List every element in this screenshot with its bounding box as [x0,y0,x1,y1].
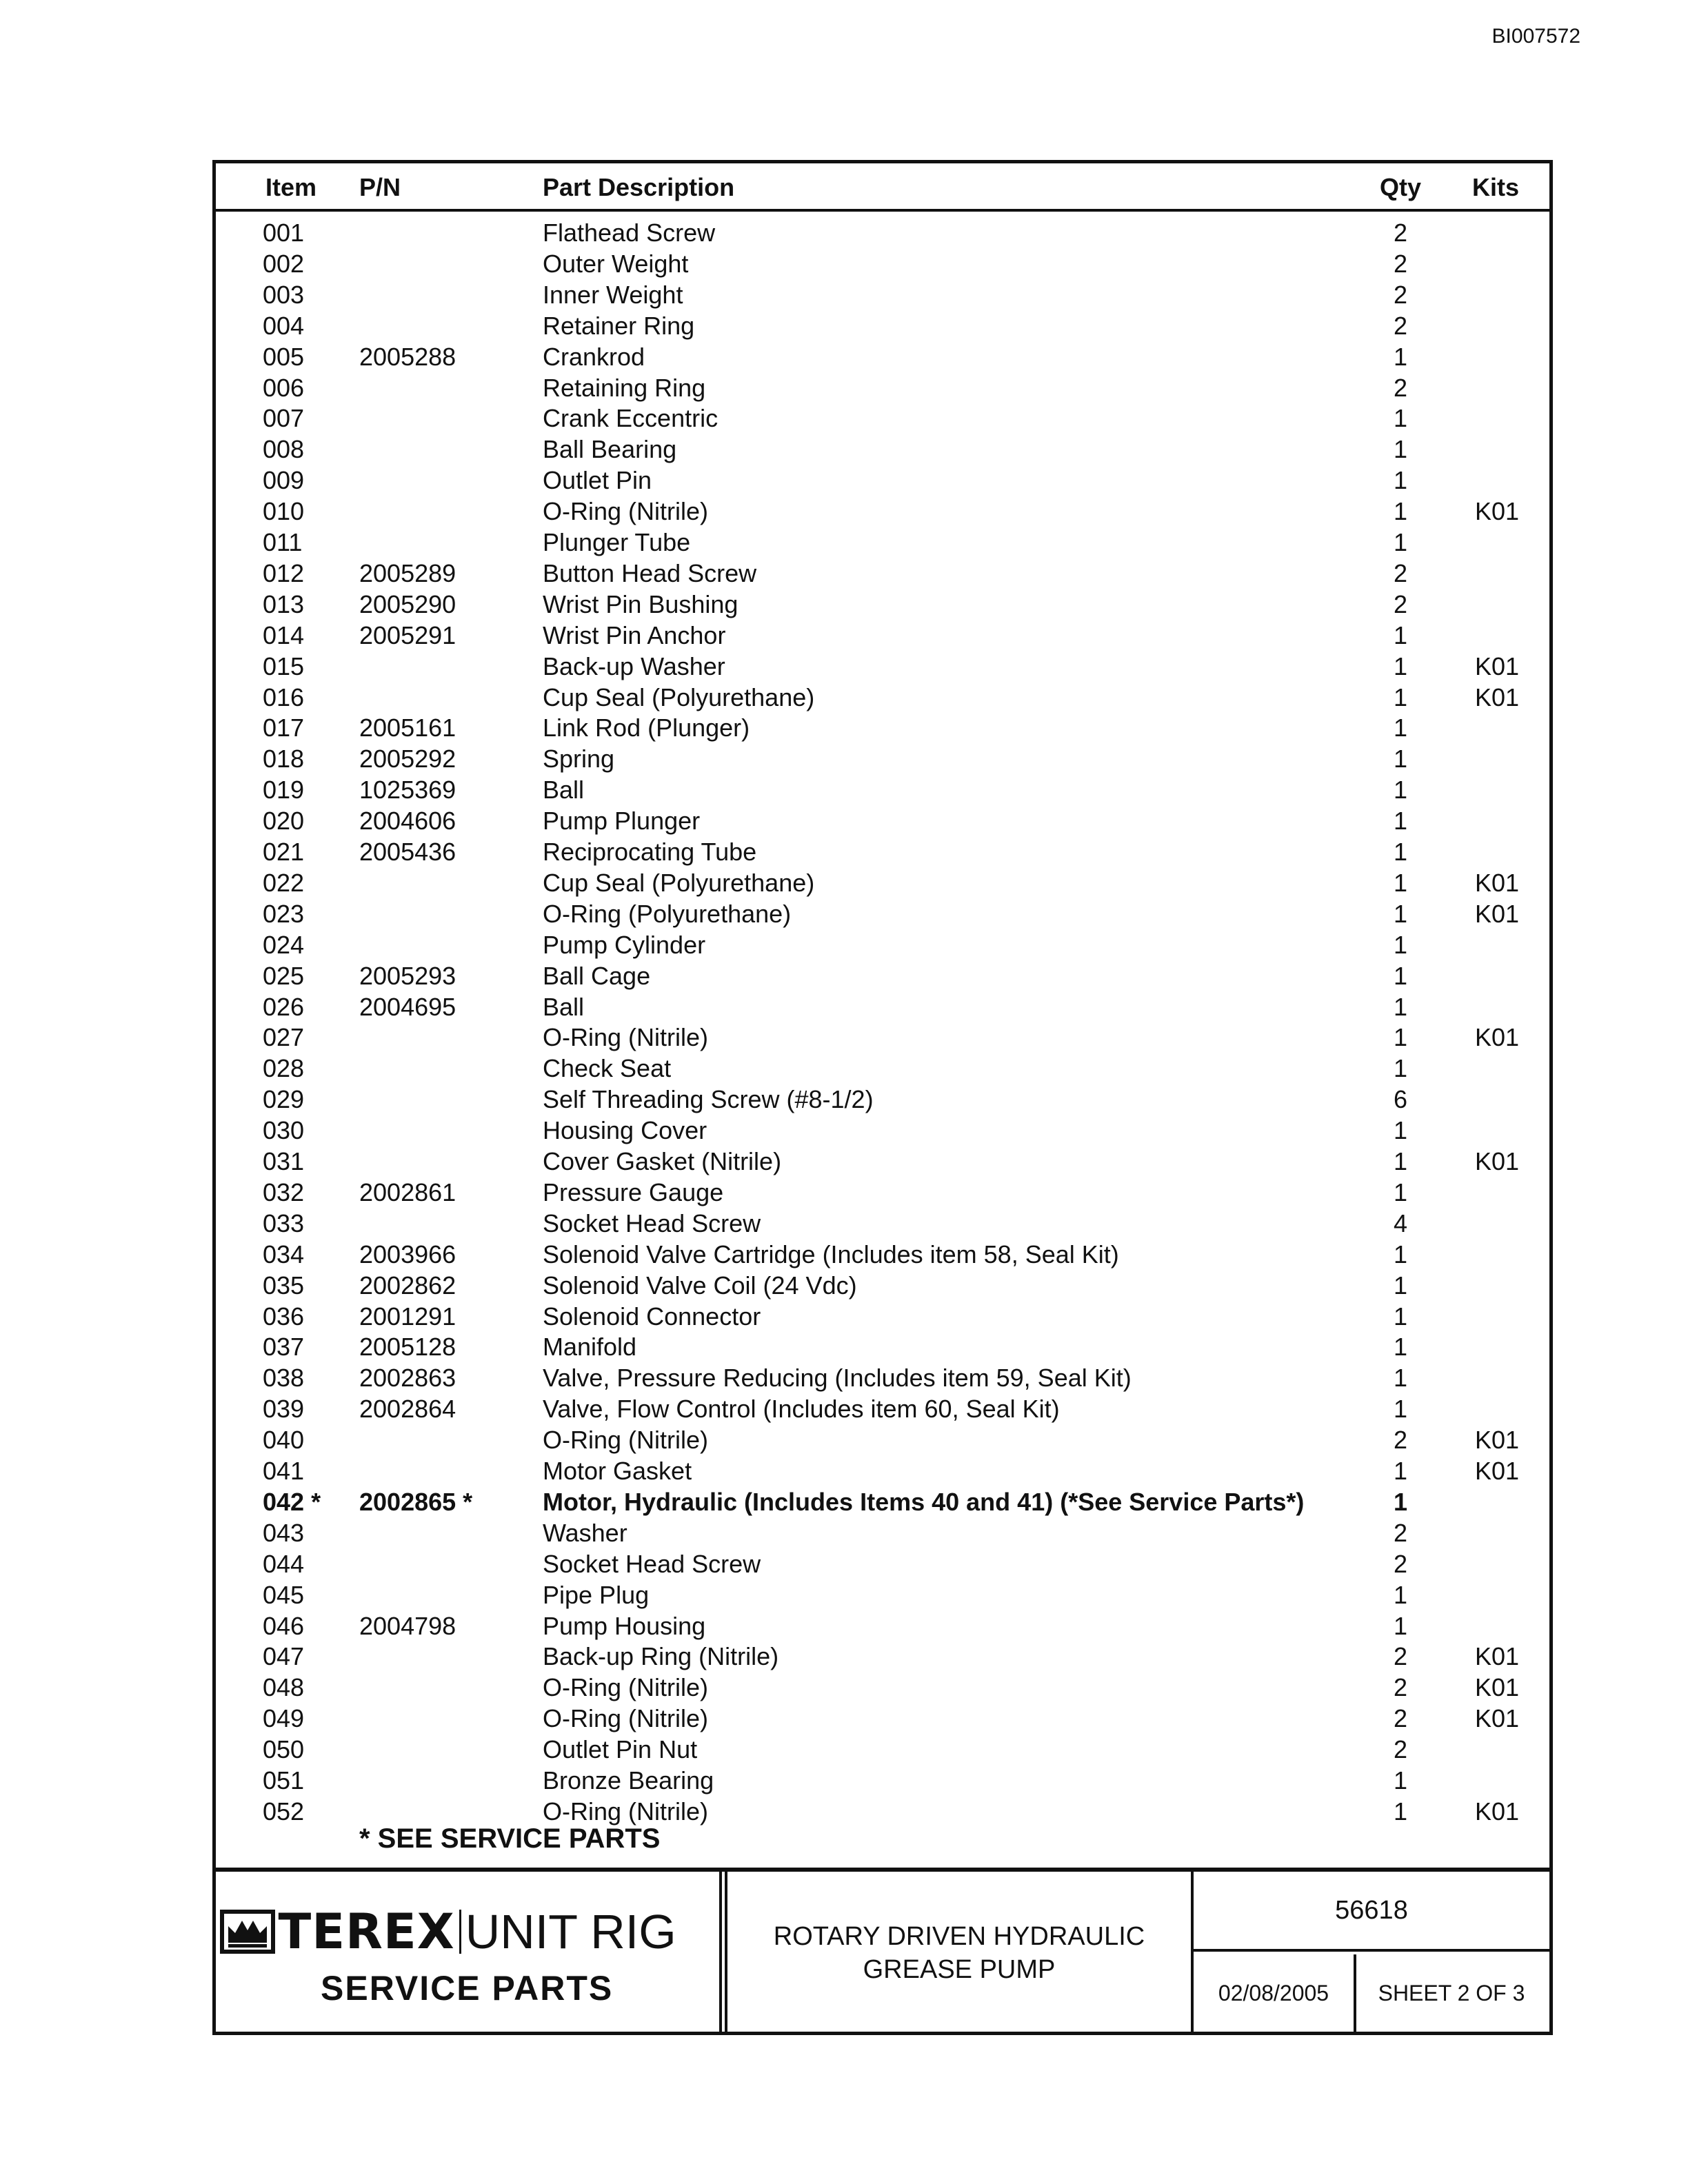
quantity: 1 [1393,838,1408,866]
part-description: Pump Plunger [543,807,701,836]
part-description: O-Ring (Nitrile) [543,1023,709,1052]
quantity: 1 [1393,1333,1408,1362]
table-row [216,683,1549,714]
part-description: Reciprocating Tube [543,838,757,866]
table-row [216,1023,1549,1054]
part-description: Check Seat [543,1054,672,1083]
quantity: 1 [1393,528,1408,556]
item-number: 026 [263,992,305,1021]
document-id: BI007572 [1491,25,1580,48]
parts-list-frame [212,160,1553,2035]
item-number: 009 [263,466,305,495]
part-description: Wrist Pin Bushing [543,589,738,618]
table-row [216,1426,1549,1457]
title-line-1: ROTARY DRIVEN HYDRAULIC [773,1922,1145,1951]
table-row [216,1116,1549,1147]
quantity: 2 [1393,280,1408,309]
part-number: 2004798 [359,1611,456,1640]
table-row [216,1395,1549,1426]
table-row [216,1178,1549,1209]
table-header [216,163,1549,212]
quantity: 1 [1393,682,1408,711]
table-row [216,1147,1549,1178]
table-row [216,250,1549,281]
part-description: Solenoid Valve Coil (24 Vdc) [543,1271,857,1300]
table-row [216,776,1549,807]
kit-code: K01 [1475,1673,1520,1702]
item-number: 025 [263,961,305,990]
part-description: Crank Eccentric [543,404,719,433]
table-row [216,1519,1549,1550]
part-description: Wrist Pin Anchor [543,620,726,649]
table-row [216,1735,1549,1766]
table-row [216,1612,1549,1643]
item-number: 029 [263,1085,305,1114]
part-number: 2004695 [359,992,456,1021]
part-description: O-Ring (Nitrile) [543,1704,709,1733]
item-number: 007 [263,404,305,433]
kit-code: K01 [1475,868,1520,897]
table-row [216,1240,1549,1271]
item-number: 043 [263,1518,305,1547]
table-row [216,312,1549,343]
item-number: 046 [263,1611,305,1640]
quantity: 1 [1393,992,1408,1021]
table-row [216,497,1549,528]
quantity: 2 [1393,589,1408,618]
quantity: 1 [1393,807,1408,836]
part-description: Plunger Tube [543,528,691,556]
item-number: 030 [263,1116,305,1145]
brand-divider [459,1910,461,1954]
part-description: Socket Head Screw [543,1209,761,1237]
kit-code: K01 [1475,899,1520,928]
item-number: 019 [263,776,305,805]
item-number: 018 [263,745,305,774]
quantity: 1 [1393,651,1408,680]
quantity: 1 [1393,1395,1408,1424]
item-number: 031 [263,1147,305,1175]
item-number: 003 [263,280,305,309]
item-number: 033 [263,1209,305,1237]
part-number: 1025369 [359,776,456,805]
quantity: 2 [1393,1704,1408,1733]
item-number: 052 [263,1797,305,1826]
part-description: Ball Cage [543,961,651,990]
part-number: 2004606 [359,807,456,836]
table-row [216,374,1549,405]
kit-code: K01 [1475,497,1520,526]
footnote: * SEE SERVICE PARTS [359,1823,661,1854]
kit-code: K01 [1475,1023,1520,1052]
table-row [216,1209,1549,1240]
part-number: 2005436 [359,838,456,866]
part-description: Ball Bearing [543,435,677,464]
part-description: O-Ring (Nitrile) [543,1426,709,1455]
kit-code: K01 [1475,1426,1520,1455]
quantity: 1 [1393,961,1408,990]
part-description: Solenoid Valve Cartridge (Includes item 58, Seal Kit) [543,1240,1119,1268]
brand-logo-area [216,1872,726,2032]
item-number: 005 [263,342,305,371]
part-description: Ball [543,776,585,805]
item-number: 015 [263,651,305,680]
part-description: Self Threading Screw (#8-1/2) [543,1085,874,1114]
kit-code: K01 [1475,1457,1520,1485]
column-header-item: Item [265,173,317,201]
table-row [216,435,1549,466]
item-number: 017 [263,714,305,742]
part-description: Ball [543,992,585,1021]
quantity: 1 [1393,1302,1408,1331]
part-description: Motor Gasket [543,1457,692,1485]
table-row [216,652,1549,683]
table-row [216,1766,1549,1797]
part-number: 2005292 [359,745,456,774]
table-row [216,219,1549,250]
quantity: 2 [1393,311,1408,340]
part-description: Pump Housing [543,1611,706,1640]
quantity: 2 [1393,558,1408,587]
part-number: 2005128 [359,1333,456,1362]
table-row [216,869,1549,900]
quantity: 1 [1393,404,1408,433]
part-description: Link Rod (Plunger) [543,714,750,742]
item-number: 016 [263,682,305,711]
quantity: 1 [1393,1580,1408,1609]
part-description: O-Ring (Nitrile) [543,1797,709,1826]
part-description: Manifold [543,1333,637,1362]
item-number: 006 [263,373,305,402]
item-number: 048 [263,1673,305,1702]
kit-code: K01 [1475,682,1520,711]
part-description: Bronze Bearing [543,1766,714,1794]
sub-brand-name: UNIT RIG [465,1905,676,1959]
drawing-date: 02/08/2005 [1194,1954,1356,2032]
item-number: 040 [263,1426,305,1455]
table-row [216,1673,1549,1704]
quantity: 1 [1393,899,1408,928]
part-description: Retainer Ring [543,311,695,340]
terex-emblem-icon [220,1910,275,1954]
column-header-pn: P/N [359,173,401,201]
table-row [216,1054,1549,1085]
quantity: 1 [1393,466,1408,495]
table-row [216,621,1549,652]
part-description: Back-up Washer [543,651,725,680]
item-number: 037 [263,1333,305,1362]
item-number: 014 [263,620,305,649]
item-number: 020 [263,807,305,836]
part-description: O-Ring (Polyurethane) [543,899,792,928]
part-description: Outer Weight [543,249,689,278]
part-description: Pump Cylinder [543,930,706,959]
table-row [216,838,1549,869]
part-description: O-Ring (Nitrile) [543,497,709,526]
item-number: 044 [263,1549,305,1578]
quantity: 2 [1393,373,1408,402]
item-number: 049 [263,1704,305,1733]
part-number: 2001291 [359,1302,456,1331]
table-row [216,1271,1549,1302]
quantity: 1 [1393,745,1408,774]
quantity: 1 [1393,868,1408,897]
part-number: 2002861 [359,1177,456,1206]
table-row [216,962,1549,993]
title-block [216,1868,1549,2032]
table-row [216,993,1549,1024]
part-description: Outlet Pin Nut [543,1735,698,1764]
item-number: 032 [263,1177,305,1206]
quantity: 2 [1393,1673,1408,1702]
table-row [216,281,1549,312]
item-number: 036 [263,1302,305,1331]
item-number: 011 [263,528,303,556]
part-number: 2002863 [359,1364,456,1393]
part-description: Retaining Ring [543,373,706,402]
part-description: O-Ring (Nitrile) [543,1673,709,1702]
part-number: 2005291 [359,620,456,649]
quantity: 2 [1393,1735,1408,1764]
item-number: 024 [263,930,305,959]
table-row [216,745,1549,776]
item-number: 012 [263,558,305,587]
part-number: 2002862 [359,1271,456,1300]
item-number: 051 [263,1766,305,1794]
table-row [216,1581,1549,1612]
quantity: 1 [1393,435,1408,464]
item-number: 035 [263,1271,305,1300]
part-description: Cup Seal (Polyurethane) [543,868,815,897]
item-number: 028 [263,1054,305,1083]
department-label: SERVICE PARTS [321,1969,614,2008]
part-description: Washer [543,1518,627,1547]
part-description: Socket Head Screw [543,1549,761,1578]
drawing-number: 56618 [1194,1872,1549,1952]
table-row [216,404,1549,435]
quantity: 2 [1393,1426,1408,1455]
drawing-info [1191,1872,1549,2032]
table-row [216,1488,1549,1519]
quantity: 1 [1393,1797,1408,1826]
quantity: 1 [1393,1766,1408,1794]
part-number: 2002865 * [359,1487,473,1516]
table-row [216,1364,1549,1395]
quantity: 2 [1393,1549,1408,1578]
item-number: 010 [263,497,305,526]
quantity: 1 [1393,1054,1408,1083]
part-number: 2002864 [359,1395,456,1424]
kit-code: K01 [1475,1642,1520,1671]
item-number: 047 [263,1642,305,1671]
quantity: 2 [1393,1518,1408,1547]
table-row [216,590,1549,621]
part-description: Back-up Ring (Nitrile) [543,1642,779,1671]
quantity: 1 [1393,714,1408,742]
part-description: Pipe Plug [543,1580,650,1609]
part-number: 2005293 [359,961,456,990]
part-description: Crankrod [543,342,645,371]
table-row [216,900,1549,931]
title-line-2: GREASE PUMP [863,1955,1056,1984]
quantity: 1 [1393,620,1408,649]
column-header-kits: Kits [1472,173,1520,201]
item-number: 021 [263,838,305,866]
part-description: Cup Seal (Polyurethane) [543,682,815,711]
part-number: 2005289 [359,558,456,587]
table-row [216,343,1549,374]
part-description: Valve, Pressure Reducing (Includes item 59, Seal Kit) [543,1364,1132,1393]
item-number: 002 [263,249,305,278]
item-number: 050 [263,1735,305,1764]
quantity: 1 [1393,1147,1408,1175]
part-description: Housing Cover [543,1116,707,1145]
part-description: Motor, Hydraulic (Includes Items 40 and 41) (*See Service Parts*) [543,1487,1305,1516]
item-number: 042 * [263,1487,321,1516]
part-number: 2005290 [359,589,456,618]
item-number: 013 [263,589,305,618]
column-header-qty: Qty [1380,173,1422,201]
quantity: 1 [1393,776,1408,805]
table-row [216,714,1549,745]
item-number: 022 [263,868,305,897]
item-number: 023 [263,899,305,928]
part-description: Outlet Pin [543,466,652,495]
quantity: 2 [1393,1642,1408,1671]
quantity: 1 [1393,497,1408,526]
part-description: Spring [543,745,615,774]
quantity: 1 [1393,1364,1408,1393]
item-number: 004 [263,311,305,340]
column-header-description: Part Description [543,173,735,201]
quantity: 6 [1393,1085,1408,1114]
quantity: 1 [1393,1271,1408,1300]
kit-code: K01 [1475,1797,1520,1826]
quantity: 1 [1393,1177,1408,1206]
item-number: 027 [263,1023,305,1052]
table-row [216,559,1549,590]
part-number: 2005288 [359,342,456,371]
item-number: 045 [263,1580,305,1609]
quantity: 4 [1393,1209,1408,1237]
item-number: 001 [263,219,305,247]
table-row [216,807,1549,838]
quantity: 1 [1393,1116,1408,1145]
quantity: 1 [1393,930,1408,959]
part-number: 2005161 [359,714,456,742]
part-description: Pressure Gauge [543,1177,724,1206]
part-description: Button Head Screw [543,558,757,587]
table-row [216,1642,1549,1673]
table-row [216,1302,1549,1333]
table-row [216,931,1549,962]
kit-code: K01 [1475,651,1520,680]
brand-name: TEREX [278,1903,455,1960]
title-block-divider [719,1872,727,2032]
sheet-number: SHEET 2 OF 3 [1378,1981,1525,2005]
item-number: 034 [263,1240,305,1268]
item-number: 039 [263,1395,305,1424]
part-description: Flathead Screw [543,219,716,247]
table-row [216,1550,1549,1581]
part-description: Cover Gasket (Nitrile) [543,1147,782,1175]
quantity: 1 [1393,342,1408,371]
logo-line [220,1903,676,1959]
table-row [216,1085,1549,1116]
item-number: 041 [263,1457,305,1485]
quantity: 1 [1393,1240,1408,1268]
item-number: 038 [263,1364,305,1393]
part-description: Inner Weight [543,280,683,309]
kit-code: K01 [1475,1147,1520,1175]
part-number: 2003966 [359,1240,456,1268]
quantity: 2 [1393,219,1408,247]
table-row [216,466,1549,497]
table-row [216,1457,1549,1488]
kit-code: K01 [1475,1704,1520,1733]
quantity: 2 [1393,249,1408,278]
table-row [216,1333,1549,1364]
item-number: 008 [263,435,305,464]
table-row [216,528,1549,559]
part-description: Solenoid Connector [543,1302,761,1331]
part-description: Valve, Flow Control (Includes item 60, Seal Kit) [543,1395,1060,1424]
quantity: 1 [1393,1457,1408,1485]
quantity: 1 [1393,1023,1408,1052]
table-row [216,1704,1549,1735]
quantity: 1 [1393,1487,1408,1516]
drawing-title [727,1872,1191,2032]
quantity: 1 [1393,1611,1408,1640]
